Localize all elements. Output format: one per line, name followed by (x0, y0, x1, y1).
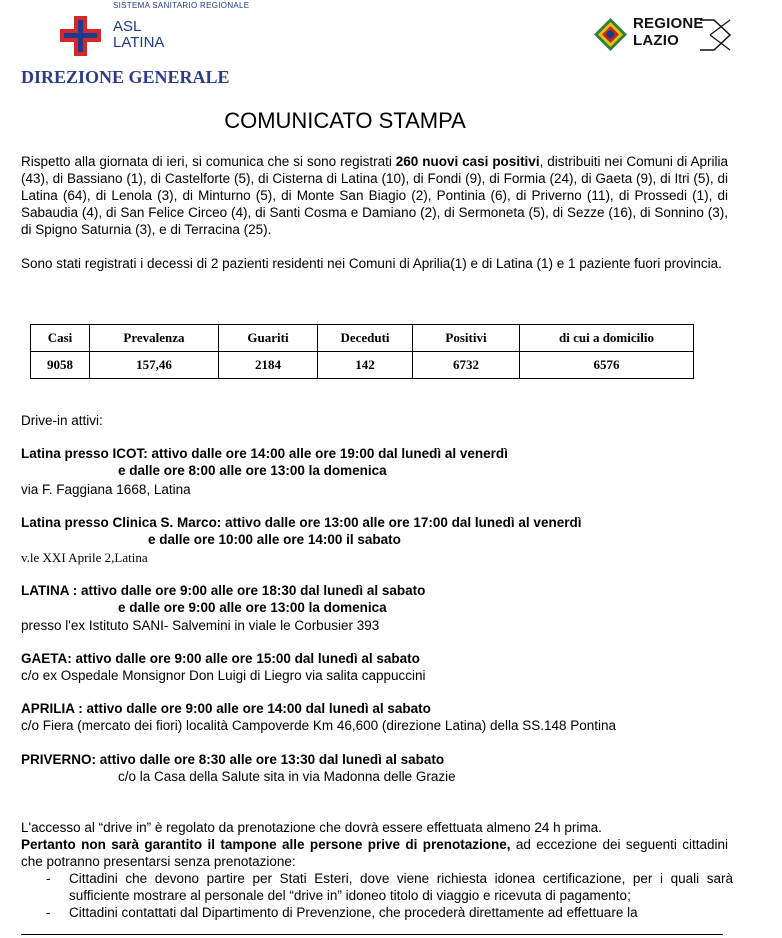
regione-line2: LAZIO (633, 32, 679, 49)
value-casi: 9058 (31, 352, 90, 379)
marco-line2: e dalle ore 10:00 alle ore 14:00 il sabato (148, 532, 401, 547)
regione-line1: REGIONE (633, 15, 704, 32)
stats-table (30, 324, 694, 379)
footer-divider (21, 934, 723, 935)
latina-address: presso l'ex Istituto SANI- Salvemini in viale le Corbusier 393 (21, 618, 380, 633)
access-paragraph (21, 836, 728, 870)
decessi-paragraph: Sono stati registrati i decessi di 2 pazienti residenti nei Comuni di Aprilia(1) e di Latina (1) e 1 paziente fuori provincia. (21, 256, 722, 271)
direzione-generale-heading: DIREZIONE GENERALE (21, 67, 230, 87)
access-bold: Pertanto non sarà garantito il tampone alle persone prive di prenotazione, (21, 837, 511, 852)
marco-address: v.le XXI Aprile 2,Latina (21, 550, 148, 565)
header-deceduti: Deceduti (318, 325, 413, 352)
icot-address: via F. Faggiana 1668, Latina (21, 482, 191, 497)
priverno-line1: PRIVERNO: attivo dalle ore 8:30 alle ore 13:30 dal lunedì al sabato (21, 752, 445, 767)
intro-paragraph (21, 153, 728, 238)
intro-post: , distribuiti nei Comuni di Aprilia (43), di Bassiano (1), di Castelforte (5), di Cisterna di Latina (10), di Fondi (9), di Formia (24), di Gaeta (9), di Itri (5), di Latina (64), di Lenola (3), di Minturno (5), di Monte San Biagio (2), Pontinia (6), di Priverno (11), di Prossedi (1), di Sabaudia (4), di San Felice Circeo (4), di Santi Cosma e Damiano (2), di Sermoneta (5), di Sezze (16), di Sonnino (3), di Spigno Saturnia (3), e di Terracina (25). (21, 154, 728, 237)
drive-in-title: Drive-in attivi: (21, 413, 103, 428)
header-domicilio: di cui a domicilio (520, 325, 694, 352)
asl-name-line2: LATINA (113, 34, 165, 51)
gaeta-line1: GAETA: attivo dalle ore 9:00 alle ore 15:00 dal lunedì al sabato (21, 651, 420, 666)
asl-cross-logo-icon (60, 16, 101, 56)
value-guariti: 2184 (219, 352, 318, 379)
value-prevalenza: 157,46 (90, 352, 219, 379)
intro-pre: Rispetto alla giornata di ieri, si comunica che si sono registrati (21, 154, 396, 169)
table-header-row (31, 325, 694, 352)
access-item-1: Cittadini che devono partire per Stati Esteri, dove viene richiesta idonea certificazione, per i quali sarà sufficiente mostrare al personale del “drive in” idoneo titolo di viaggio e ricevuta di pagamento; (69, 871, 733, 903)
latina-line2: e dalle ore 9:00 alle ore 13:00 la domenica (118, 600, 387, 615)
header-guariti: Guariti (219, 325, 318, 352)
value-domicilio: 6576 (520, 352, 694, 379)
gaeta-address: c/o ex Ospedale Monsignor Don Luigi di Liegro via salita cappuccini (21, 668, 426, 683)
regione-lazio-wordmark (633, 15, 704, 49)
value-positivi: 6732 (413, 352, 520, 379)
intro-bold: 260 nuovi casi positivi (395, 154, 540, 169)
asl-name (113, 19, 164, 51)
regione-lazio-emblem-icon (593, 17, 628, 52)
access-line1: L'accesso al “drive in” è regolato da prenotazione che dovrà essere effettuata almeno 24 h prima. (21, 820, 602, 835)
bullet-marker-1: - (46, 871, 51, 886)
access-item-2: Cittadini contattati dal Dipartimento di Prevenzione, che procederà direttamente ad effettuare la (69, 905, 638, 920)
asl-name-line1: ASL (113, 18, 142, 35)
table-row (31, 352, 694, 379)
bullet-marker-2: - (46, 905, 51, 920)
asl-tagline: SISTEMA SANITARIO REGIONALE (113, 1, 250, 10)
access-post: ad eccezione dei seguenti cittadini che potranno presentarsi senza prenotazione: (21, 837, 729, 869)
priverno-address: c/o la Casa della Salute sita in via Madonna delle Grazie (118, 769, 456, 784)
icot-line1: Latina presso ICOT: attivo dalle ore 14:00 alle ore 19:00 dal lunedì al venerdì (21, 446, 508, 461)
aprilia-line1: APRILIA : attivo dalle ore 9:00 alle ore 14:00 dal lunedì al sabato (21, 701, 431, 716)
latina-line1: LATINA : attivo dalle ore 9:00 alle ore 18:30 dal lunedì al sabato (21, 583, 426, 598)
marco-line1: Latina presso Clinica S. Marco: attivo dalle ore 13:00 alle ore 17:00 dal lunedì al venerdì (21, 515, 582, 530)
header-positivi: Positivi (413, 325, 520, 352)
page-title: COMUNICATO STAMPA (224, 108, 466, 133)
header-prevalenza: Prevalenza (90, 325, 219, 352)
icot-line2: e dalle ore 8:00 alle ore 13:00 la domenica (118, 463, 387, 478)
value-deceduti: 142 (318, 352, 413, 379)
aprilia-address: c/o Fiera (mercato dei fiori) località Campoverde Km 46,600 (direzione Latina) della SS.148 Pontina (21, 718, 617, 733)
regione-lazio-x-mark-icon (700, 18, 732, 52)
header-casi: Casi (31, 325, 90, 352)
